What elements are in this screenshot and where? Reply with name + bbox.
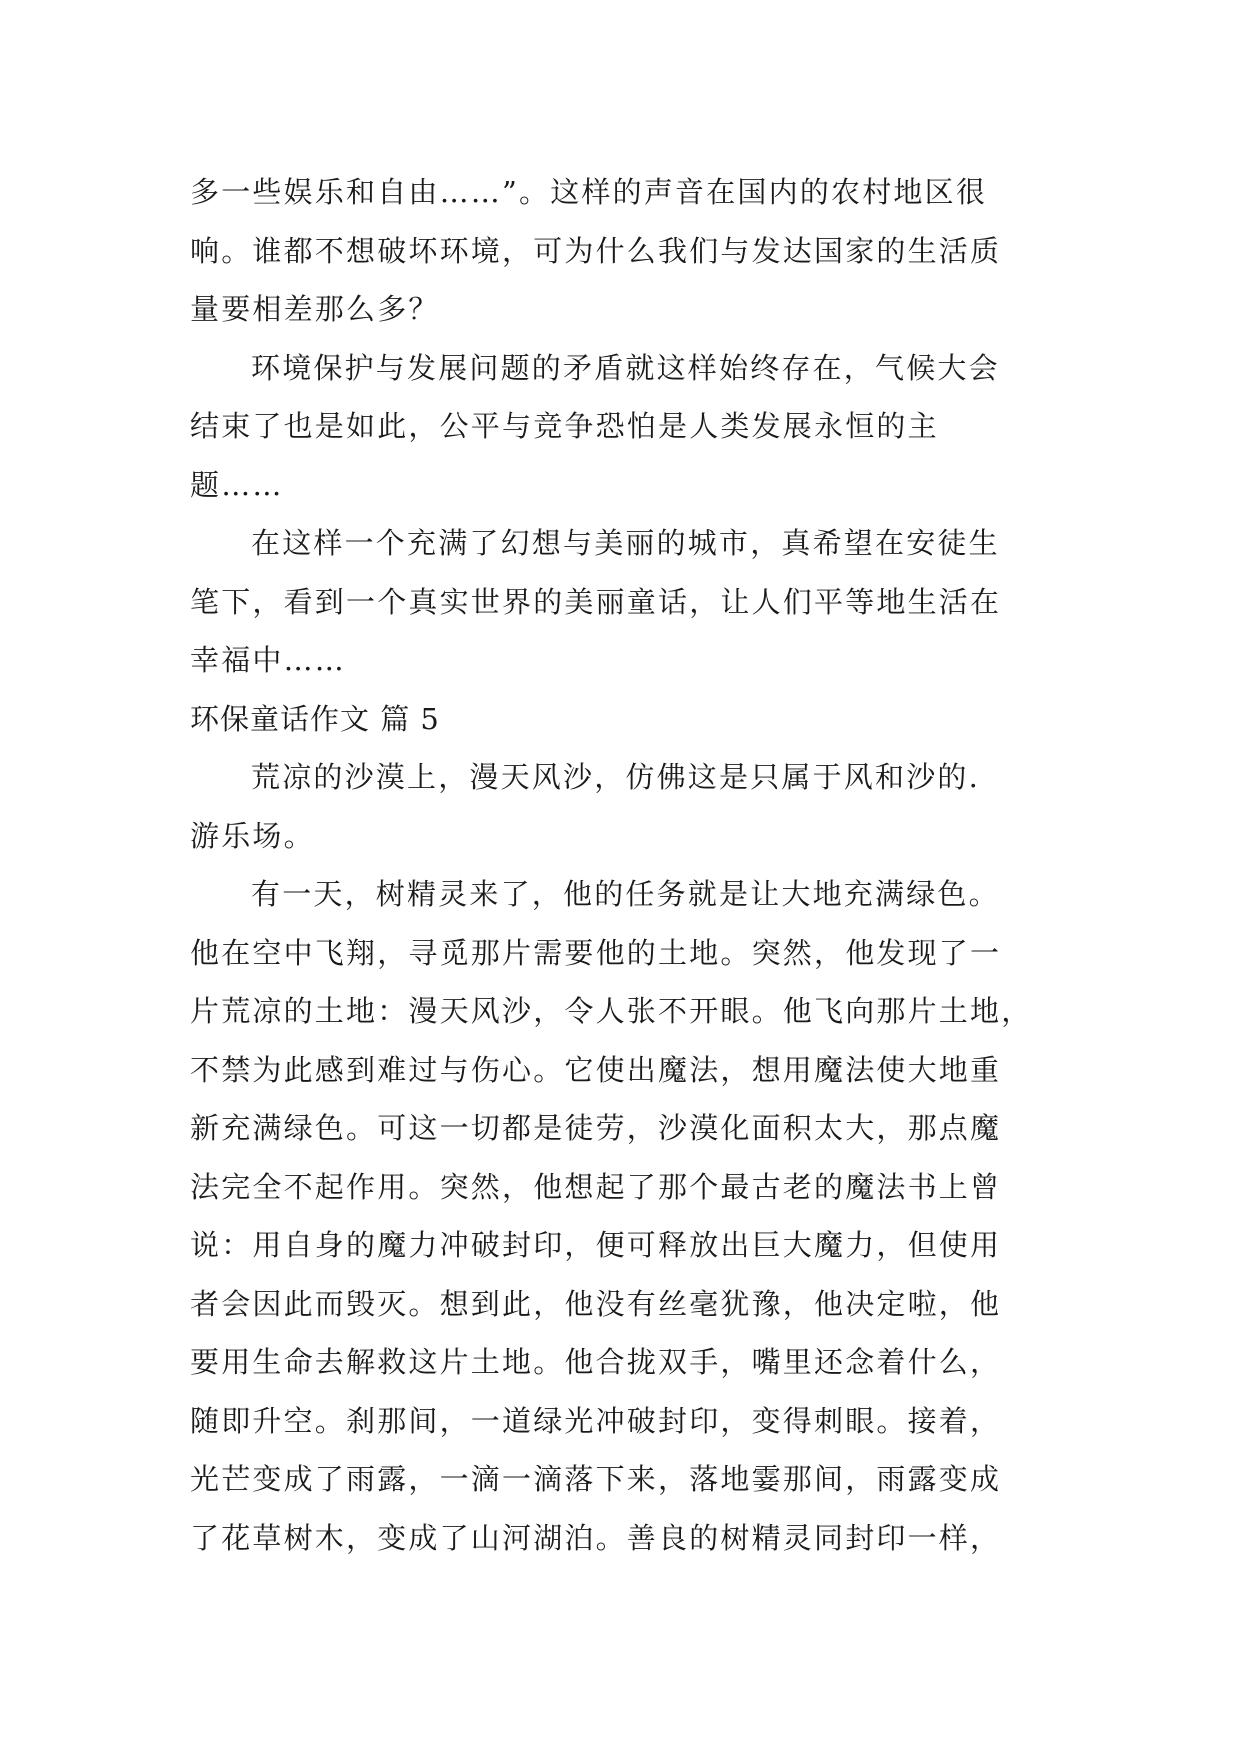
text-line: 片荒凉的土地：漫天风沙，令人张不开眼。他飞向那片土地， [190,994,1033,1028]
text-line: 他在空中飞翔，寻觅那片需要他的土地。突然，他发现了一 [190,935,1002,970]
text-line: 随即升空。刹那间，一道绿光冲破封印，变得刺眼。接着， [190,1403,1002,1438]
document-body [190,163,1050,1567]
text-line: 量要相差那么多？ [190,292,440,326]
text-line: 在这样一个充满了幻想与美丽的城市，真希望在安徒生 [251,526,1000,560]
text-line: 环境保护与发展问题的矛盾就这样始终存在，气候大会 [251,350,1000,385]
text-line: 新充满绿色。可这一切都是徒劳，沙漠化面积太大，那点魔 [190,1111,1002,1145]
text-line: 荒凉的沙漠上，漫天风沙，仿佛这是只属于风和沙的. [251,760,981,794]
text-line: 法完全不起作用。突然，他想起了那个最古老的魔法书上曾 [190,1169,1002,1204]
text-line: 要用生命去解救这片土地。他合拢双手，嘴里还念着什么， [190,1345,1002,1379]
text-line: 有一天，树精灵来了，他的任务就是让大地充满绿色。 [251,877,1000,911]
text-line: 响。谁都不想破坏环境，可为什么我们与发达国家的生活质 [190,233,1002,268]
text-line: 游乐场。 [190,818,315,853]
text-line: 光芒变成了雨露，一滴一滴落下来，落地霎那间，雨露变成 [190,1462,1002,1496]
text-line: 结束了也是如此，公平与竞争恐怕是人类发展永恒的主 [190,409,939,443]
text-line: 多一些娱乐和自由……”。这样的声音在国内的农村地区很 [190,175,988,209]
text-line: 者会因此而毁灭。想到此，他没有丝毫犹豫，他决定啦，他 [190,1286,1002,1321]
text-line: 不禁为此感到难过与伤心。它使出魔法，想用魔法使大地重 [190,1052,1002,1087]
text-line: 了花草树木，变成了山河湖泊。善良的树精灵同封印一样， [190,1520,1002,1555]
text-line: 题…… [190,467,284,502]
text-line: 说：用自身的魔力冲破封印，便可释放出巨大魔力，但使用 [190,1228,1002,1262]
section-heading: 环保童话作文 篇 5 [190,701,440,736]
text-line: 幸福中…… [190,643,347,677]
text-line: 笔下，看到一个真实世界的美丽童话，让人们平等地生活在 [190,584,1002,619]
